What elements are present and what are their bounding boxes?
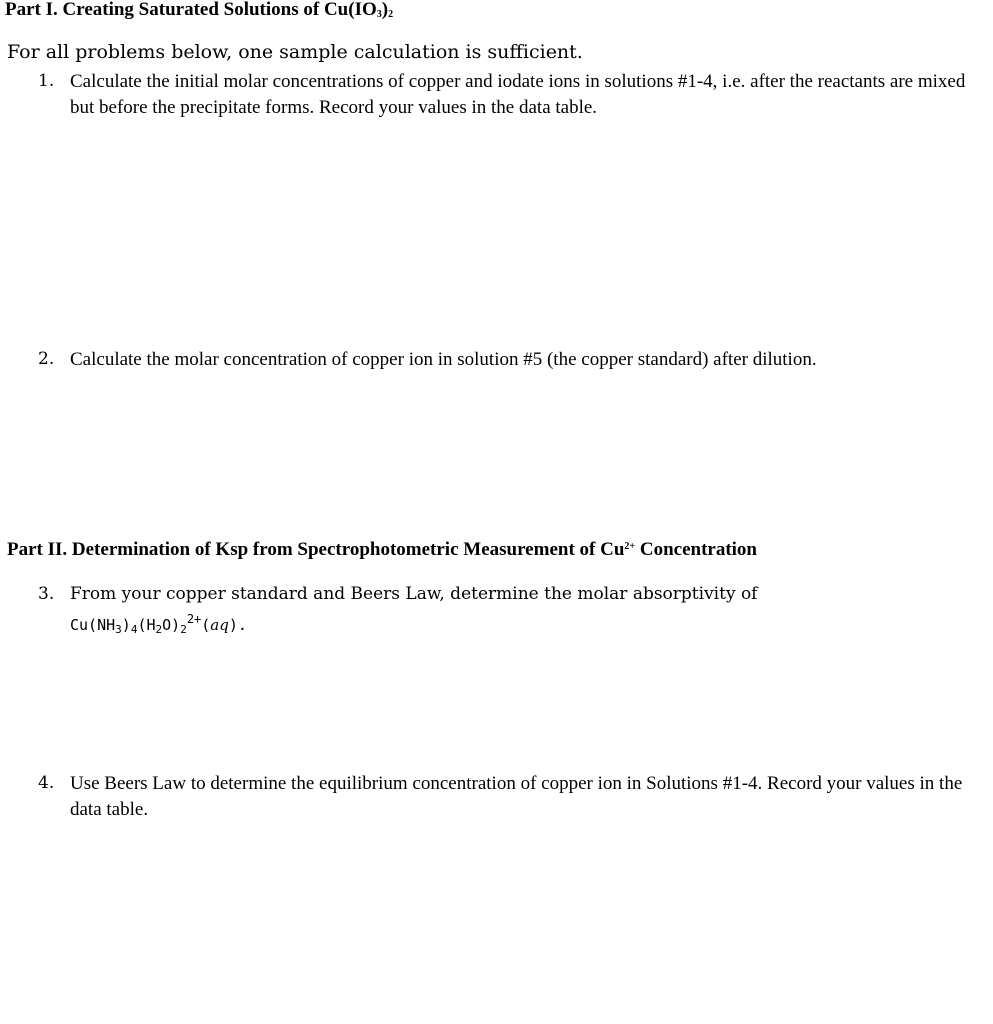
instructions-intro: For all problems below, one sample calculation is sufficient.: [7, 41, 583, 63]
question-4-number: 4.: [38, 773, 55, 793]
question-3-number: 3.: [38, 584, 55, 604]
question-1-number: 1.: [38, 71, 55, 91]
copper-ammine-complex-formula: $Cu(NH_3)_4(H_2O)_2^{2+}(aq)$.: [70, 612, 247, 636]
question-2-number: 2.: [38, 349, 55, 369]
part-1-heading: Part I. Creating Saturated Solutions of $Cu(IO_3)_2$: [5, 0, 394, 20]
question-2-text: Calculate the molar concentration of copper ion in solution #5 (the copper standard) after dilution.: [70, 349, 817, 370]
question-1-text: Calculate the initial molar concentrations of copper and iodate ions in solutions #1-4, i.e. after the reactants are mixed but before the precipitate forms. Record your values in the data table.: [70, 71, 966, 118]
question-4-text: Use Beers Law to determine the equilibrium concentration of copper ion in Solutions #1-4. Record your values in the data table.: [70, 773, 963, 820]
question-3-text: From your copper standard and Beers Law, determine the molar absorptivity of: [70, 584, 758, 604]
part-2-heading: Part II. Determination of Ksp from Spectrophotometric Measurement of $Cu^{2+}$ Concentration: [7, 539, 757, 560]
